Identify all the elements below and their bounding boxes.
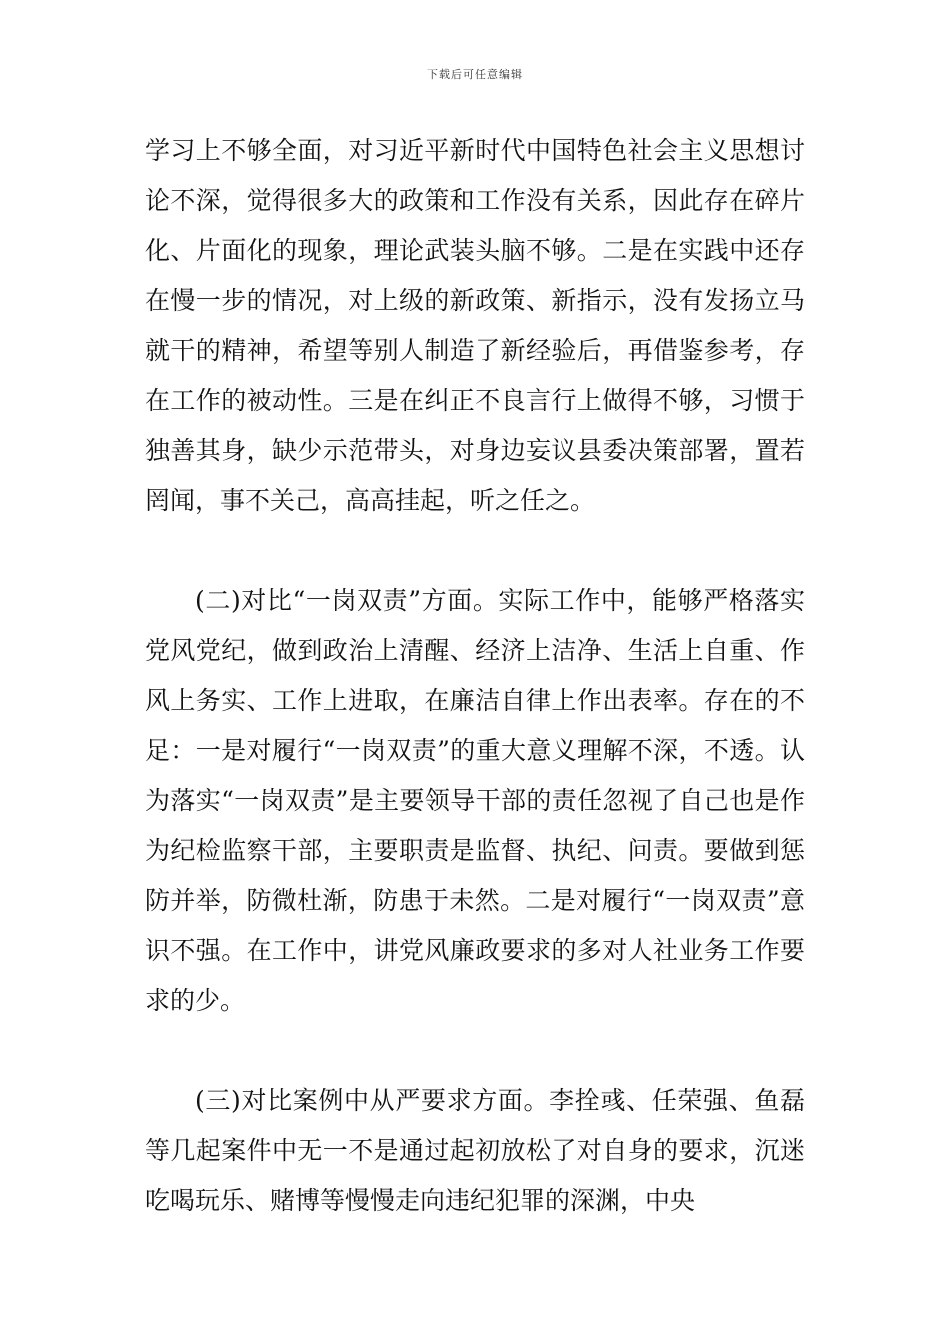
paragraph-gap	[145, 1026, 805, 1076]
paragraph-continuation: 学习上不够全面，对习近平新时代中国特色社会主义思想讨论不深，觉得很多大的政策和工作没有关系，因此存在碎片化、片面化的现象，理论武装头脑不够。二是在实践中还存在慢一步的情况，对上级的新政策、新指示，没有发扬立马就干的精神，希望等别人制造了新经验后，再借鉴参考，存在工作的被动性。三是在纠正不良言行上做得不够，习惯于独善其身，缺少示范带头，对身边妄议县委决策部署，置若罔闻，事不关己，高高挂起，听之任之。	[145, 136, 805, 515]
page-header: 下载后可任意编辑	[427, 68, 523, 81]
document-body	[145, 126, 805, 1226]
paragraph-gap	[145, 526, 805, 576]
paragraph-section-two: (二)对比“一岗双责”方面。实际工作中，能够严格落实党风党纪，做到政治上清醒、经济上洁净、生活上自重、作风上务实、工作上进取，在廉洁自律上作出表率。存在的不足：一是对履行“一岗双责”的重大意义理解不深，不透。认为落实“一岗双责”是主要领导干部的责任忽视了自己也是作为纪检监察干部，主要职责是监督、执纪、问责。要做到惩防并举，防微杜渐，防患于未然。二是对履行“一岗双责”意识不强。在工作中，讲党风廉政要求的多对人社业务工作要求的少。	[145, 586, 805, 1015]
paragraph-section-three: (三)对比案例中从严要求方面。李拴彧、任荣强、鱼磊等几起案件中无一不是通过起初放松了对自身的要求，沉迷吃喝玩乐、赌博等慢慢走向违纪犯罪的深渊，中央	[145, 1086, 805, 1215]
